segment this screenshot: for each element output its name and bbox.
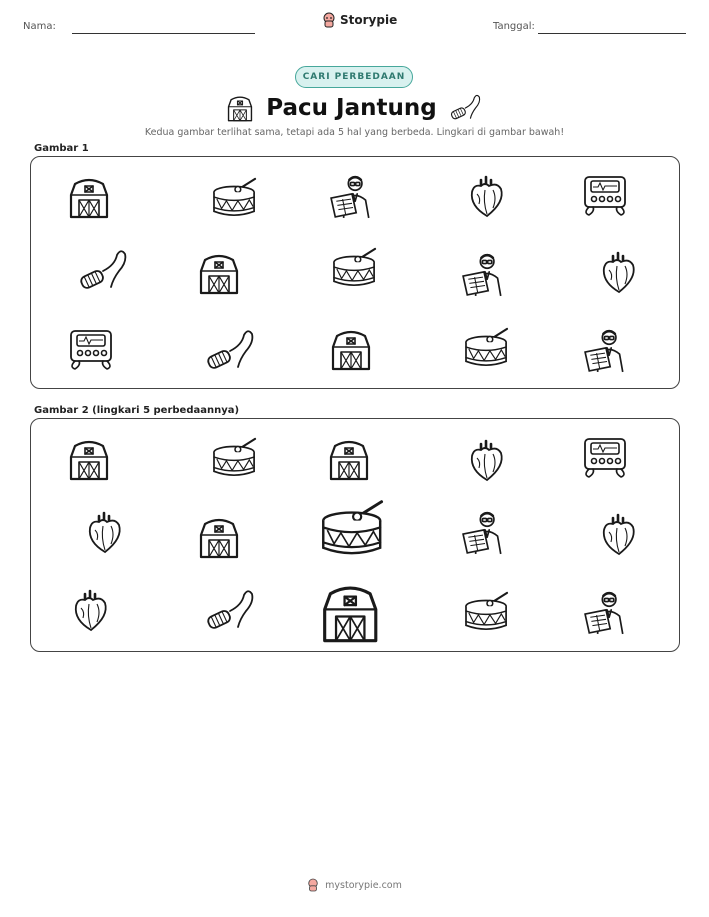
doctor-icon	[461, 251, 507, 297]
drum-icon[interactable]	[211, 437, 259, 479]
worksheet-header	[0, 0, 709, 50]
worksheet-badge: CARI PERBEDAAN	[295, 66, 413, 88]
drum-icon[interactable]	[319, 499, 387, 559]
cable-icon[interactable]	[206, 589, 256, 633]
drum-icon	[331, 247, 379, 289]
heart-icon[interactable]	[467, 437, 507, 483]
doctor-icon[interactable]	[461, 509, 507, 555]
date-label: Tanggal:	[493, 21, 535, 32]
heart-icon[interactable]	[599, 511, 639, 557]
page-title: Pacu Jantung	[266, 95, 437, 121]
barn-icon	[329, 327, 373, 371]
barn-icon[interactable]	[67, 437, 111, 481]
barn-icon[interactable]	[197, 515, 241, 559]
picture-1-label: Gambar 1	[34, 143, 89, 154]
picture-1-panel	[30, 156, 680, 389]
brand-name: Storypie	[340, 13, 398, 27]
name-field[interactable]	[72, 33, 255, 34]
storypie-mascot-icon	[322, 12, 336, 28]
heart-icon	[467, 173, 507, 219]
name-label: Nama:	[23, 21, 56, 32]
footer	[0, 878, 709, 892]
drum-icon[interactable]	[463, 591, 511, 633]
defibrillator-icon[interactable]	[581, 435, 629, 479]
barn-icon	[226, 94, 254, 122]
brand-logo	[322, 12, 397, 28]
doctor-icon	[329, 173, 375, 219]
instructions: Kedua gambar terlihat sama, tetapi ada 5 hal yang berbeda. Lingkari di gambar bawah!	[144, 127, 565, 138]
footer-site: mystorypie.com	[325, 879, 402, 891]
storypie-mascot-icon	[307, 878, 319, 892]
drum-icon	[211, 177, 259, 219]
date-field[interactable]	[538, 33, 686, 34]
drum-icon	[463, 327, 511, 369]
barn-icon[interactable]	[319, 581, 381, 643]
doctor-icon	[583, 327, 629, 373]
defibrillator-icon	[581, 173, 629, 217]
barn-icon	[197, 251, 241, 295]
cable-icon	[79, 249, 129, 293]
picture-2-panel[interactable]	[30, 418, 680, 652]
heart-icon	[599, 249, 639, 295]
cable-icon	[449, 94, 483, 122]
picture-2-label: Gambar 2 (lingkari 5 perbedaannya)	[34, 405, 240, 416]
doctor-icon[interactable]	[583, 589, 629, 635]
heart-icon[interactable]	[71, 587, 111, 633]
cable-icon	[206, 329, 256, 373]
title-row	[0, 90, 709, 126]
barn-icon[interactable]	[327, 437, 371, 481]
defibrillator-icon	[67, 327, 115, 371]
barn-icon	[67, 175, 111, 219]
heart-icon[interactable]	[85, 509, 125, 555]
